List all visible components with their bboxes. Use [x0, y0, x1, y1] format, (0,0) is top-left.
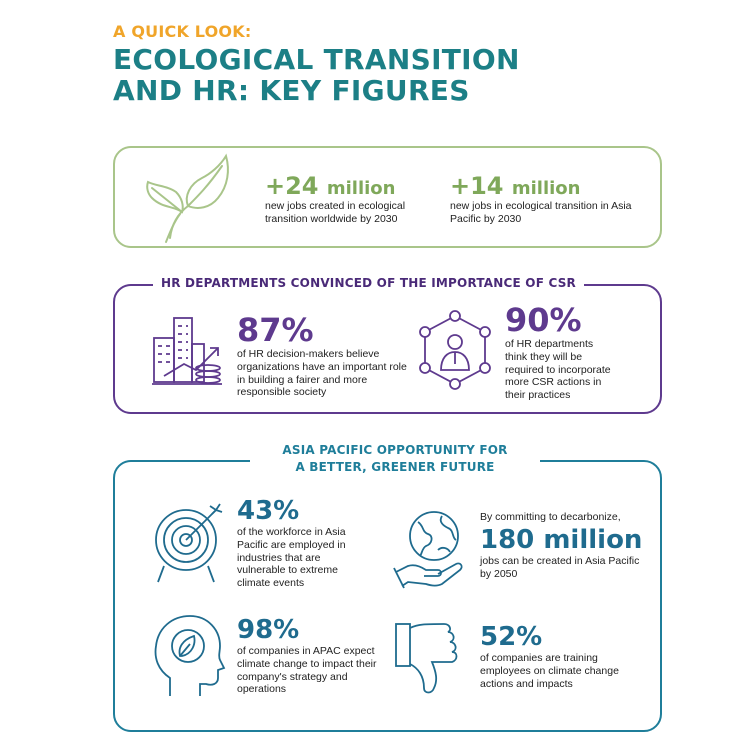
apac-stat-98: [237, 617, 387, 696]
page-title: [113, 44, 520, 106]
title-line-2: AND HR: KEY FIGURES: [113, 74, 470, 107]
hr-section-title: HR DEPARTMENTS CONVINCED OF THE IMPORTANCE OF CSR: [153, 276, 584, 290]
apac-stat-180m-figure: 180 million: [480, 524, 643, 555]
apac-stat-52-text: of companies are training employees on climate change actions and impacts: [480, 652, 619, 690]
city-growth-icon: [150, 314, 230, 390]
network-person-icon: [413, 308, 497, 392]
jobs-apac-stat: [450, 174, 640, 226]
apac-stat-52-figure: 52%: [480, 622, 543, 652]
apac-stat-180m-intro: By committing to decarbonize,: [480, 511, 621, 523]
jobs-global-unit: million: [326, 178, 396, 199]
apac-stat-52: [480, 624, 640, 690]
jobs-global-text: new jobs created in ecological transition worldwide by 2030: [265, 200, 406, 225]
thumbs-down-icon: [392, 618, 468, 698]
apac-title-line-1: ASIA PACIFIC OPPORTUNITY FOR: [282, 443, 508, 457]
hr-stat-90: [505, 301, 615, 402]
hr-stat-90-text: of HR departments think they will be required to incorporate more CSR actions in their practices: [505, 338, 611, 402]
apac-stat-43: [237, 498, 357, 590]
jobs-global-figure: +24: [265, 172, 319, 200]
apac-stat-43-figure: 43%: [237, 496, 300, 526]
apac-stat-43-text: of the workforce in Asia Pacific are employed in industries that are vulnerable to extreme climate events: [237, 526, 346, 590]
leaves-icon: [140, 152, 260, 244]
hr-stat-87: [237, 311, 407, 399]
hr-stat-87-figure: 87%: [237, 311, 314, 349]
apac-stat-98-figure: 98%: [237, 615, 300, 645]
target-arrow-icon: [150, 500, 230, 584]
hr-stat-90-figure: 90%: [505, 301, 582, 339]
title-line-1: ECOLOGICAL TRANSITION: [113, 43, 520, 76]
jobs-apac-figure: +14: [450, 172, 504, 200]
globe-hand-icon: [392, 506, 472, 590]
apac-stat-180m: [480, 511, 650, 580]
apac-stat-180m-text: jobs can be created in Asia Pacific by 2050: [480, 554, 640, 580]
kicker-label: A QUICK LOOK:: [113, 22, 252, 41]
apac-section-title: [250, 442, 540, 476]
jobs-global-stat: [265, 174, 435, 226]
hr-stat-87-text: of HR decision-makers believe organizations have an important role in building a fairer and more responsible society: [237, 348, 407, 399]
apac-stat-98-text: of companies in APAC expect climate change to impact their company's strategy and operations: [237, 645, 377, 696]
head-leaf-icon: [150, 612, 226, 700]
apac-title-line-2: A BETTER, GREENER FUTURE: [295, 460, 495, 474]
jobs-apac-unit: million: [511, 178, 581, 199]
jobs-apac-text: new jobs in ecological transition in Asia Pacific by 2030: [450, 200, 632, 225]
